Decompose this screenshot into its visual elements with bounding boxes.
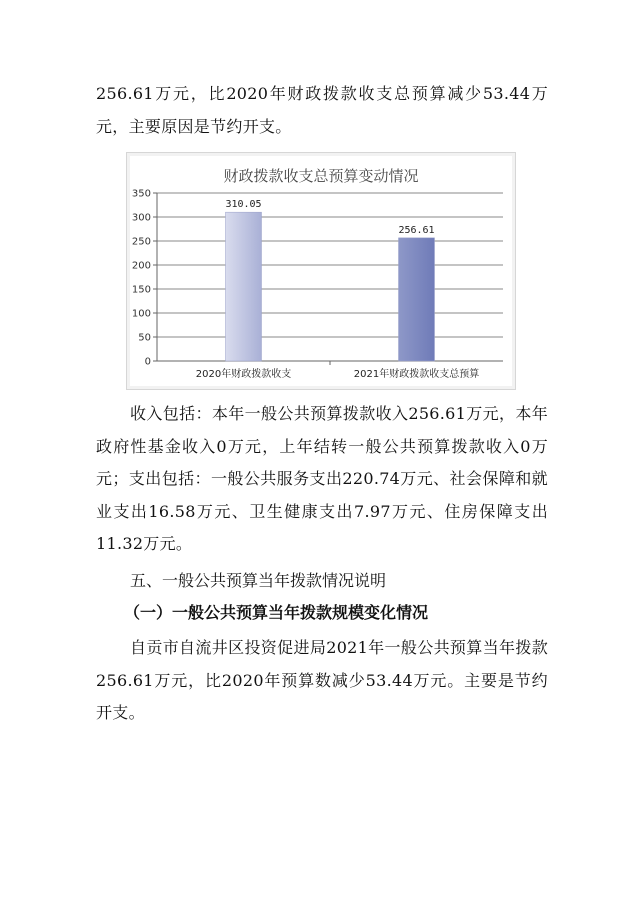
bar-value-label: 310.05 <box>225 199 262 211</box>
y-tick-label: 50 <box>138 332 151 344</box>
paragraph-budget-change: 256.61万元，比2020年财政拨款收支总预算减少53.44万元，主要原因是节约开支。 <box>96 84 548 136</box>
bar <box>226 212 262 361</box>
budget-change-chart <box>126 152 516 390</box>
x-category-label: 2020年财政拨款收支 <box>195 369 292 380</box>
x-category-label: 2021年财政拨款收支总预算 <box>353 369 480 380</box>
y-tick-label: 250 <box>131 236 151 248</box>
section-heading-5: 五、一般公共预算当年拨款情况说明 <box>130 571 387 590</box>
paragraph-appropriation-scale: 自贡市自流井区投资促进局2021年一般公共预算当年拨款256.61万元，比2020年预算数减少53.44万元。主要是节约开支。 <box>96 638 548 722</box>
chart-title: 财政拨款收支总预算变动情况 <box>223 167 419 185</box>
y-tick-label: 0 <box>144 356 151 368</box>
y-tick-label: 150 <box>131 284 151 296</box>
subsection-heading-5-1: （一）一般公共预算当年拨款规模变化情况 <box>124 603 429 622</box>
y-tick-label: 200 <box>131 260 151 272</box>
chart-canvas <box>127 153 515 389</box>
y-tick-label: 100 <box>131 308 151 320</box>
bar-value-label: 256.61 <box>398 224 435 236</box>
y-tick-label: 350 <box>131 188 151 200</box>
bar <box>399 238 435 361</box>
y-tick-label: 300 <box>131 212 151 224</box>
paragraph-income-expense: 收入包括：本年一般公共预算拨款收入256.61万元，本年政府性基金收入0万元，上年结转一般公共预算拨款收入0万元；支出包括：一般公共服务支出220.74万元、社会保障和就业支出16.58万元、卫生健康支出7.97万元、住房保障支出11.32万元。 <box>96 404 548 553</box>
